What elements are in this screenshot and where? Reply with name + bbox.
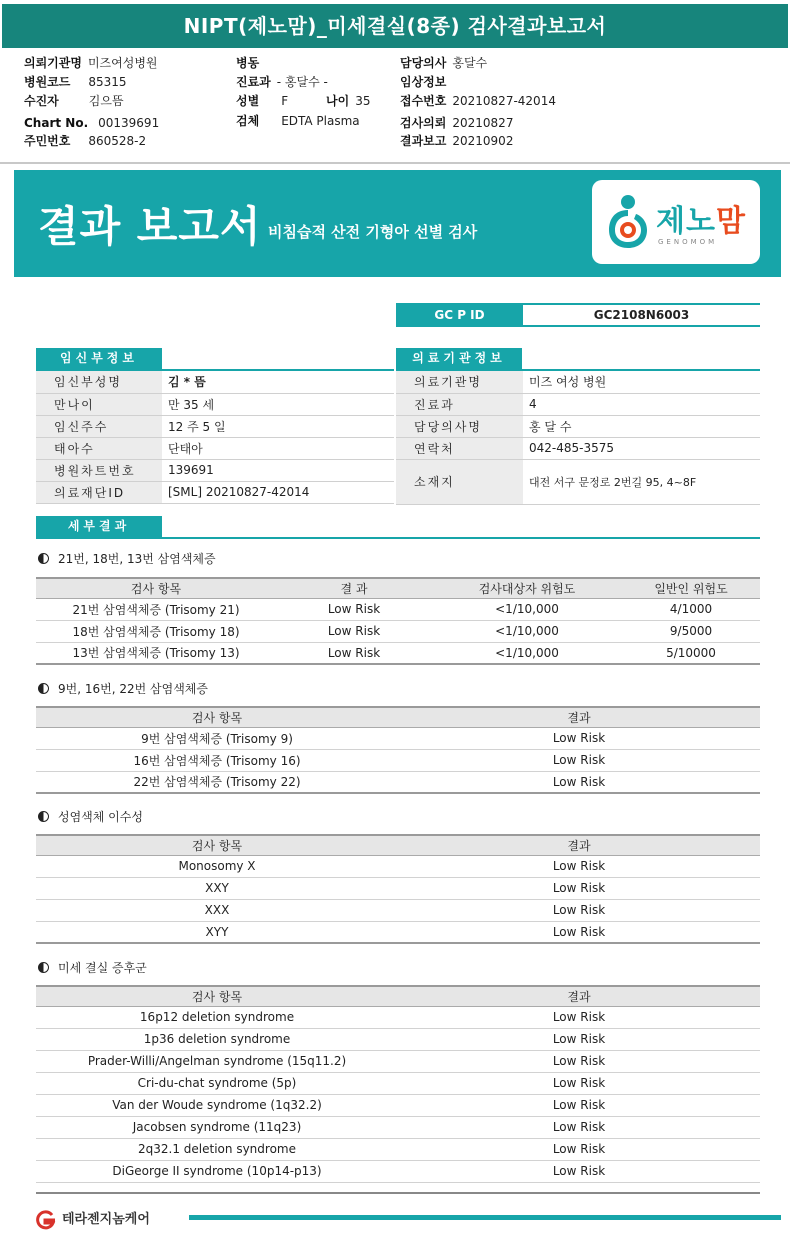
table-header-row: 검사 항목 결과 (36, 835, 760, 855)
table-row: Jacobsen syndrome (11q23) Low Risk (36, 1116, 760, 1138)
table-header-row: 검사 항목 결 과 검사대상자 위험도 일반인 위험도 (36, 578, 760, 598)
table-row: 16p12 deletion syndrome Low Risk (36, 1006, 760, 1028)
logo-english: GENOMOM (658, 238, 718, 246)
table-row: 1p36 deletion syndrome Low Risk (36, 1028, 760, 1050)
table-row: 연락처 042-485-3575 (396, 437, 760, 459)
footer-line (189, 1215, 781, 1220)
table-row: 18번 삼염색체증 (Trisomy 18) Low Risk <1/10,000 9/5000 (36, 620, 760, 642)
section-detail-results: 세부결과 (36, 516, 162, 537)
half-circle-icon (38, 683, 49, 694)
table-row: Monosomy X Low Risk (36, 855, 760, 877)
meta-department: 진료과 - 홍달수 - (236, 75, 328, 89)
pregnant-info-table (36, 371, 394, 504)
group-sex-chromosome: 성염색체 이수성 (38, 808, 143, 825)
table-row: 병원차트번호 139691 (36, 459, 394, 481)
meta-institution: 의뢰기관명 미즈여성병원 (24, 56, 158, 70)
table-row: 21번 삼염색체증 (Trisomy 21) Low Risk <1/10,000 4/1000 (36, 598, 760, 620)
group-trisomy-21-18-13: 21번, 18번, 13번 삼염색체증 (38, 550, 216, 567)
genomom-logo (592, 180, 760, 264)
table-row: Van der Woude syndrome (1q32.2) Low Risk (36, 1094, 760, 1116)
table-header-row: 검사 항목 결과 (36, 986, 760, 1006)
gcp-id-value: GC2108N6003 (593, 308, 690, 322)
table-row: 의료기관명 미즈 여성 병원 (396, 371, 760, 393)
table-row: 16번 삼염색체증 (Trisomy 16) Low Risk (36, 749, 760, 771)
header-divider (0, 162, 790, 164)
meta-chart-no: Chart No. 00139691 (24, 116, 160, 130)
logo-name: 제노맘 (656, 204, 746, 239)
half-circle-icon (38, 553, 49, 564)
half-circle-icon (38, 962, 49, 973)
table-row: XXX Low Risk (36, 899, 760, 921)
table-row: 소재지 대전 서구 문정로 2번길 95, 4~8F (396, 459, 760, 504)
meta-specimen: 검체 EDTA Plasma (236, 114, 360, 128)
meta-clinical-info: 임상정보 (400, 75, 447, 89)
table-microdeletion (36, 985, 760, 1183)
group-microdeletion: 미세 결실 증후군 (38, 959, 147, 976)
table-row: DiGeorge II syndrome (10p14-p13) Low Risk (36, 1160, 760, 1182)
meta-hospital-code: 병원코드 85315 (24, 75, 127, 89)
request-meta (0, 54, 790, 158)
group-trisomy-9-16-22: 9번, 16번, 22번 삼염색체증 (38, 680, 208, 697)
report-banner (14, 170, 781, 277)
gcp-id-box (396, 303, 760, 327)
table-row: 담당의사명 홍 달 수 (396, 415, 760, 437)
hospital-info-table (396, 371, 760, 505)
banner-title: 결과 보고서 (38, 202, 262, 251)
table-trisomy-9-16-22 (36, 706, 760, 794)
terragen-logo-icon (32, 1210, 58, 1230)
meta-patient: 수진자 김으뜸 (24, 94, 124, 108)
table-row: 22번 삼염색체증 (Trisomy 22) Low Risk (36, 771, 760, 793)
table-row: 임신부성명 김 * 뜸 (36, 371, 394, 393)
meta-receipt-no: 접수번호 20210827-42014 (400, 94, 556, 108)
table-row: XYY Low Risk (36, 921, 760, 943)
table-row: 의료재단ID [SML] 20210827-42014 (36, 481, 394, 503)
genomom-mark-icon (606, 192, 650, 250)
section-hospital-info: 의료기관정보 (396, 348, 522, 369)
banner-subtitle: 비침습적 산전 기형아 선별 검사 (268, 223, 478, 241)
meta-resident-no: 주민번호 860528-2 (24, 134, 147, 148)
table-row: 13번 삼염색체증 (Trisomy 13) Low Risk <1/10,000 5/10000 (36, 642, 760, 664)
table-row: Prader-Willi/Angelman syndrome (15q11.2) Low Risk (36, 1050, 760, 1072)
report-title: NIPT(제노맘)_미세결실(8종) 검사결과보고서 (2, 4, 788, 48)
table-bottom-rule (36, 1192, 760, 1194)
meta-report-date: 결과보고 20210902 (400, 134, 514, 148)
meta-ward: 병동 (236, 56, 260, 70)
meta-age: 나이 35 (326, 94, 371, 108)
table-trisomy-21-18-13 (36, 577, 760, 665)
meta-sex: 성별 F (236, 94, 289, 108)
table-row: 9번 삼염색체증 (Trisomy 9) Low Risk (36, 727, 760, 749)
table-row: 만나이 만 35 세 (36, 393, 394, 415)
table-header-row: 검사 항목 결과 (36, 707, 760, 727)
footer-company-logo: 테라젠지놈케어 (32, 1208, 150, 1230)
gcp-id-label: GC P ID (396, 305, 523, 325)
table-row: 임신주수 12 주 5 일 (36, 415, 394, 437)
half-circle-icon (38, 811, 49, 822)
table-row: 진료과 4 (396, 393, 760, 415)
table-row: Cri-du-chat syndrome (5p) Low Risk (36, 1072, 760, 1094)
table-row: XXY Low Risk (36, 877, 760, 899)
meta-request-date: 검사의뢰 20210827 (400, 116, 514, 130)
table-row: 태아수 단태아 (36, 437, 394, 459)
meta-doctor: 담당의사 홍달수 (400, 56, 488, 70)
section-line (36, 537, 760, 539)
table-row: 2q32.1 deletion syndrome Low Risk (36, 1138, 760, 1160)
section-pregnant-info: 임신부정보 (36, 348, 162, 369)
table-sex-chromosome (36, 834, 760, 944)
